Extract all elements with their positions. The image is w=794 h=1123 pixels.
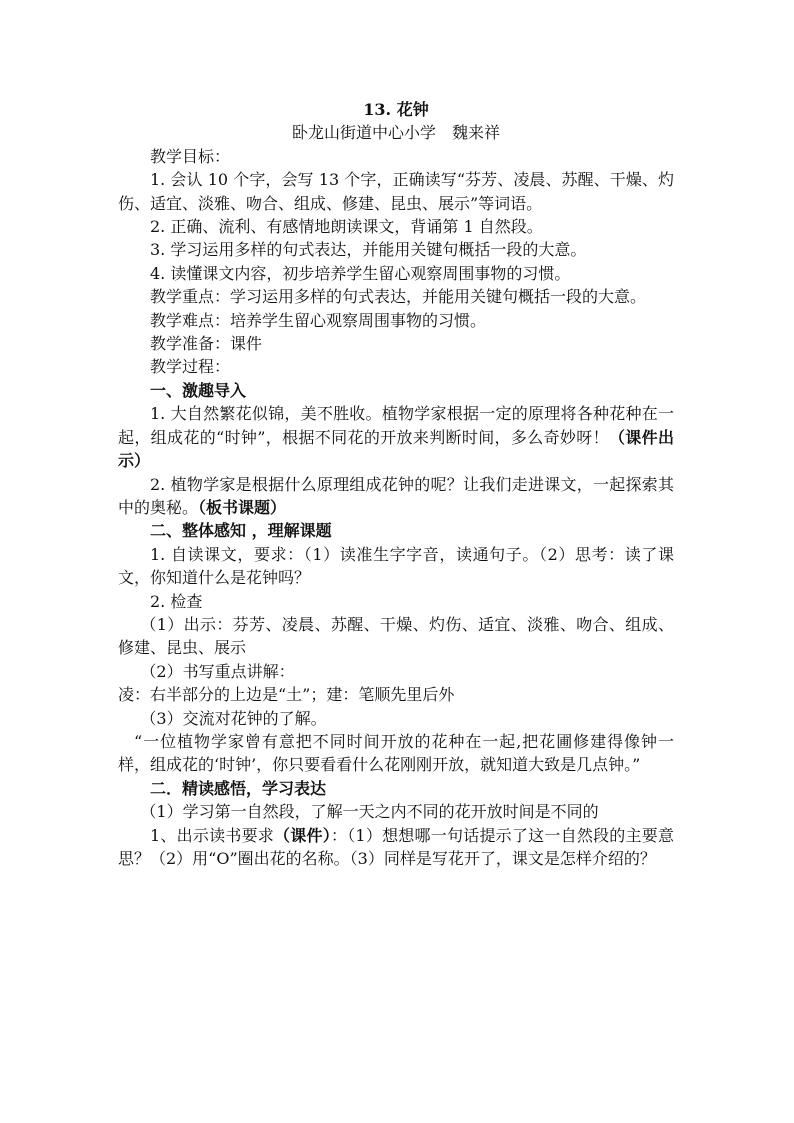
section-2-para-2: 2. 检查 [150,591,203,611]
section-3-heading: 二．精读感悟，学习表达 [150,778,327,798]
difficulty: 教学难点：培养学生留心观察周围事物的习惯。 [150,310,487,330]
goal-4: 4. 读懂课文内容，初步培养学生留心观察周围事物的习惯。 [150,263,571,283]
section-2-para-6: （3）交流对花钟的了解。 [140,708,327,728]
process-heading: 教学过程： [150,357,231,377]
section-3-para-1: （1）学习第一自然段，了解一天之内不同的花开放时间是不同的 [140,802,599,822]
section-1-para-1-note: （课件出示） [118,427,674,471]
document-page [118,98,674,870]
section-1-heading: 一、激趣导入 [150,380,247,400]
section-2-heading: 二、整体感知 ，理解课题 [150,521,332,541]
doc-subtitle: 卧龙山街道中心小学 魏来祥 [291,123,500,143]
goal-1: 1. 会认 10 个字，会写 13 个字，正确读写“芬芳、凌晨、苏醒、干燥、灼伤、适宜、淡雅、吻合、组成、修建、昆虫、展示”等词语。 [118,170,674,213]
section-3-para-2-rest: ：（1）想想哪一句话提示了这一自然段的主要意思？（2）用“O”圈出花的名称。（3）同样是写花开了，课文是怎样介绍的？ [118,825,674,868]
section-3-para-2 [118,824,674,871]
section-1-para-2-text: 2. 植物学家是根据什么原理组成花钟的呢？让我们走进课文，一起探索其中的奥秘。 [118,474,674,517]
section-1-para-1-text: 1. 大自然繁花似锦，美不胜收。植物学家根据一定的原理将各种花种在一起，组成花的“时钟”，根据不同花的开放来判断时间，多么奇妙呀！ [118,404,674,447]
key-point: 教学重点：学习运用多样的句式表达，并能用关键句概括一段的大意。 [150,287,647,307]
section-1-para-1 [118,402,674,472]
section-2-para-4: （2）书写重点讲解： [140,661,295,681]
goal-3: 3. 学习运用多样的句式表达，并能用关键句概括一段的大意。 [150,240,587,260]
section-3-para-2-text: 1、出示读书要求 [150,825,275,845]
section-1-para-2-note: （板书课题） [198,497,287,517]
preparation: 教学准备：课件 [150,334,263,354]
section-1-para-2 [118,473,674,520]
section-3-para-2-note: （课件） [274,825,331,845]
goal-2: 2. 正确、流利、有感情地朗读课文，背诵第 1 自然段。 [150,217,543,237]
doc-title: 13. 花钟 [363,100,429,119]
section-2-para-1: 1. 自读课文，要求：（1）读准生字字音，读通句子。（2）思考：读了课文，你知道什么是花钟吗？ [118,544,674,588]
section-2-para-5: 凌：右半部分的上边是“土”；建：笔顺先里后外 [118,685,455,705]
goals-heading: 教学目标： [150,146,231,166]
section-2-para-3: （1）出示：芬芳、凌晨、苏醒、干燥、灼伤、适宜、淡雅、吻合、组成、修建、昆虫、展示 [118,614,674,658]
section-2-quote: “一位植物学家曾有意把不同时间开放的花种在一起,把花圃修建得像钟一样，组成花的‘时钟’，你只要看看什么花刚刚开放，就知道大致是几点钟。” [118,731,674,775]
